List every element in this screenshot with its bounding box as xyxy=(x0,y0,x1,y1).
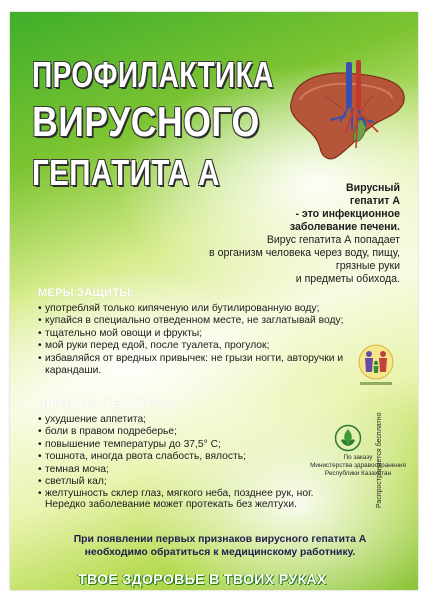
title-line-2: ВИРУСНОГО xyxy=(32,98,260,145)
protection-heading: МЕРЫ ЗАЩИТЫ: xyxy=(38,287,135,299)
ministry-line: Министерства здравоохранения xyxy=(310,462,406,469)
callout-line: При появлении первых признаков вирусного гепатита А xyxy=(73,534,367,545)
signs-heading: ПРИЗНАКИ ГЕПАТИТА А: xyxy=(38,398,180,410)
callout-text xyxy=(70,534,370,559)
protection-item: • купайся в специально отведенном месте, не заглатывай воду; xyxy=(38,315,373,327)
signs-item: • ухудшение аппетита; xyxy=(38,414,368,426)
signs-item: • повышение температуры до 37,5° С; xyxy=(38,439,368,451)
intro-line: - это инфекционное xyxy=(295,208,400,220)
signs-item: • желтушность склер глаз, мягкого неба, позднее рук, ног. xyxy=(38,488,368,500)
protection-item: • тщательно мой овощи и фрукты; xyxy=(38,328,373,340)
protection-list xyxy=(38,303,373,377)
ministry-emblem-icon xyxy=(334,424,362,452)
title-line-1: ПРОФИЛАКТИКА xyxy=(32,54,274,95)
liver-illustration-icon xyxy=(286,60,408,172)
signs-item: • тошнота, иногда рвота слабость, вялость; xyxy=(38,451,368,463)
intro-line: гепатит А xyxy=(349,195,400,207)
intro-line: и предметы обихода. xyxy=(295,273,400,285)
signs-item: • темная моча; xyxy=(38,464,368,476)
title-line-3: ГЕПАТИТА А xyxy=(32,152,220,193)
protection-item: • мой руки перед едой, после туалета, прогулок; xyxy=(38,340,373,352)
intro-line: в организм человека через воду, пищу, грязные руки xyxy=(209,247,400,272)
protection-item: • употребляй только кипяченую или бутилированную воду; xyxy=(38,303,373,315)
leaflet-page xyxy=(10,12,418,590)
callout-line: необходимо обратиться к медицинскому работнику. xyxy=(84,546,356,558)
free-distribution-note: Распространяется бесплатно xyxy=(376,412,383,508)
signs-note: Нередко заболевание может протекать без желтухи. xyxy=(45,499,298,510)
ministry-line: По заказу xyxy=(343,454,373,461)
slogan: ТВОЕ ЗДОРОВЬЕ В ТВОИХ РУКАХ xyxy=(78,571,327,587)
intro-line: заболевание печени. xyxy=(289,221,400,233)
signs-item: • светлый кал; xyxy=(38,476,368,488)
protection-item: • избавляйся от вредных привычек: не грызи ногти, авторучки и карандаши. xyxy=(38,353,373,378)
ministry-line: Республики Казахстан xyxy=(324,470,392,477)
family-logo-icon xyxy=(356,342,396,390)
ministry-credit xyxy=(300,454,416,478)
signs-item: • боли в правом подреберье; xyxy=(38,426,368,438)
intro-line: Вирусный xyxy=(346,182,400,194)
intro-text xyxy=(180,182,400,286)
intro-line: Вирус гепатита А попадает xyxy=(266,234,400,246)
